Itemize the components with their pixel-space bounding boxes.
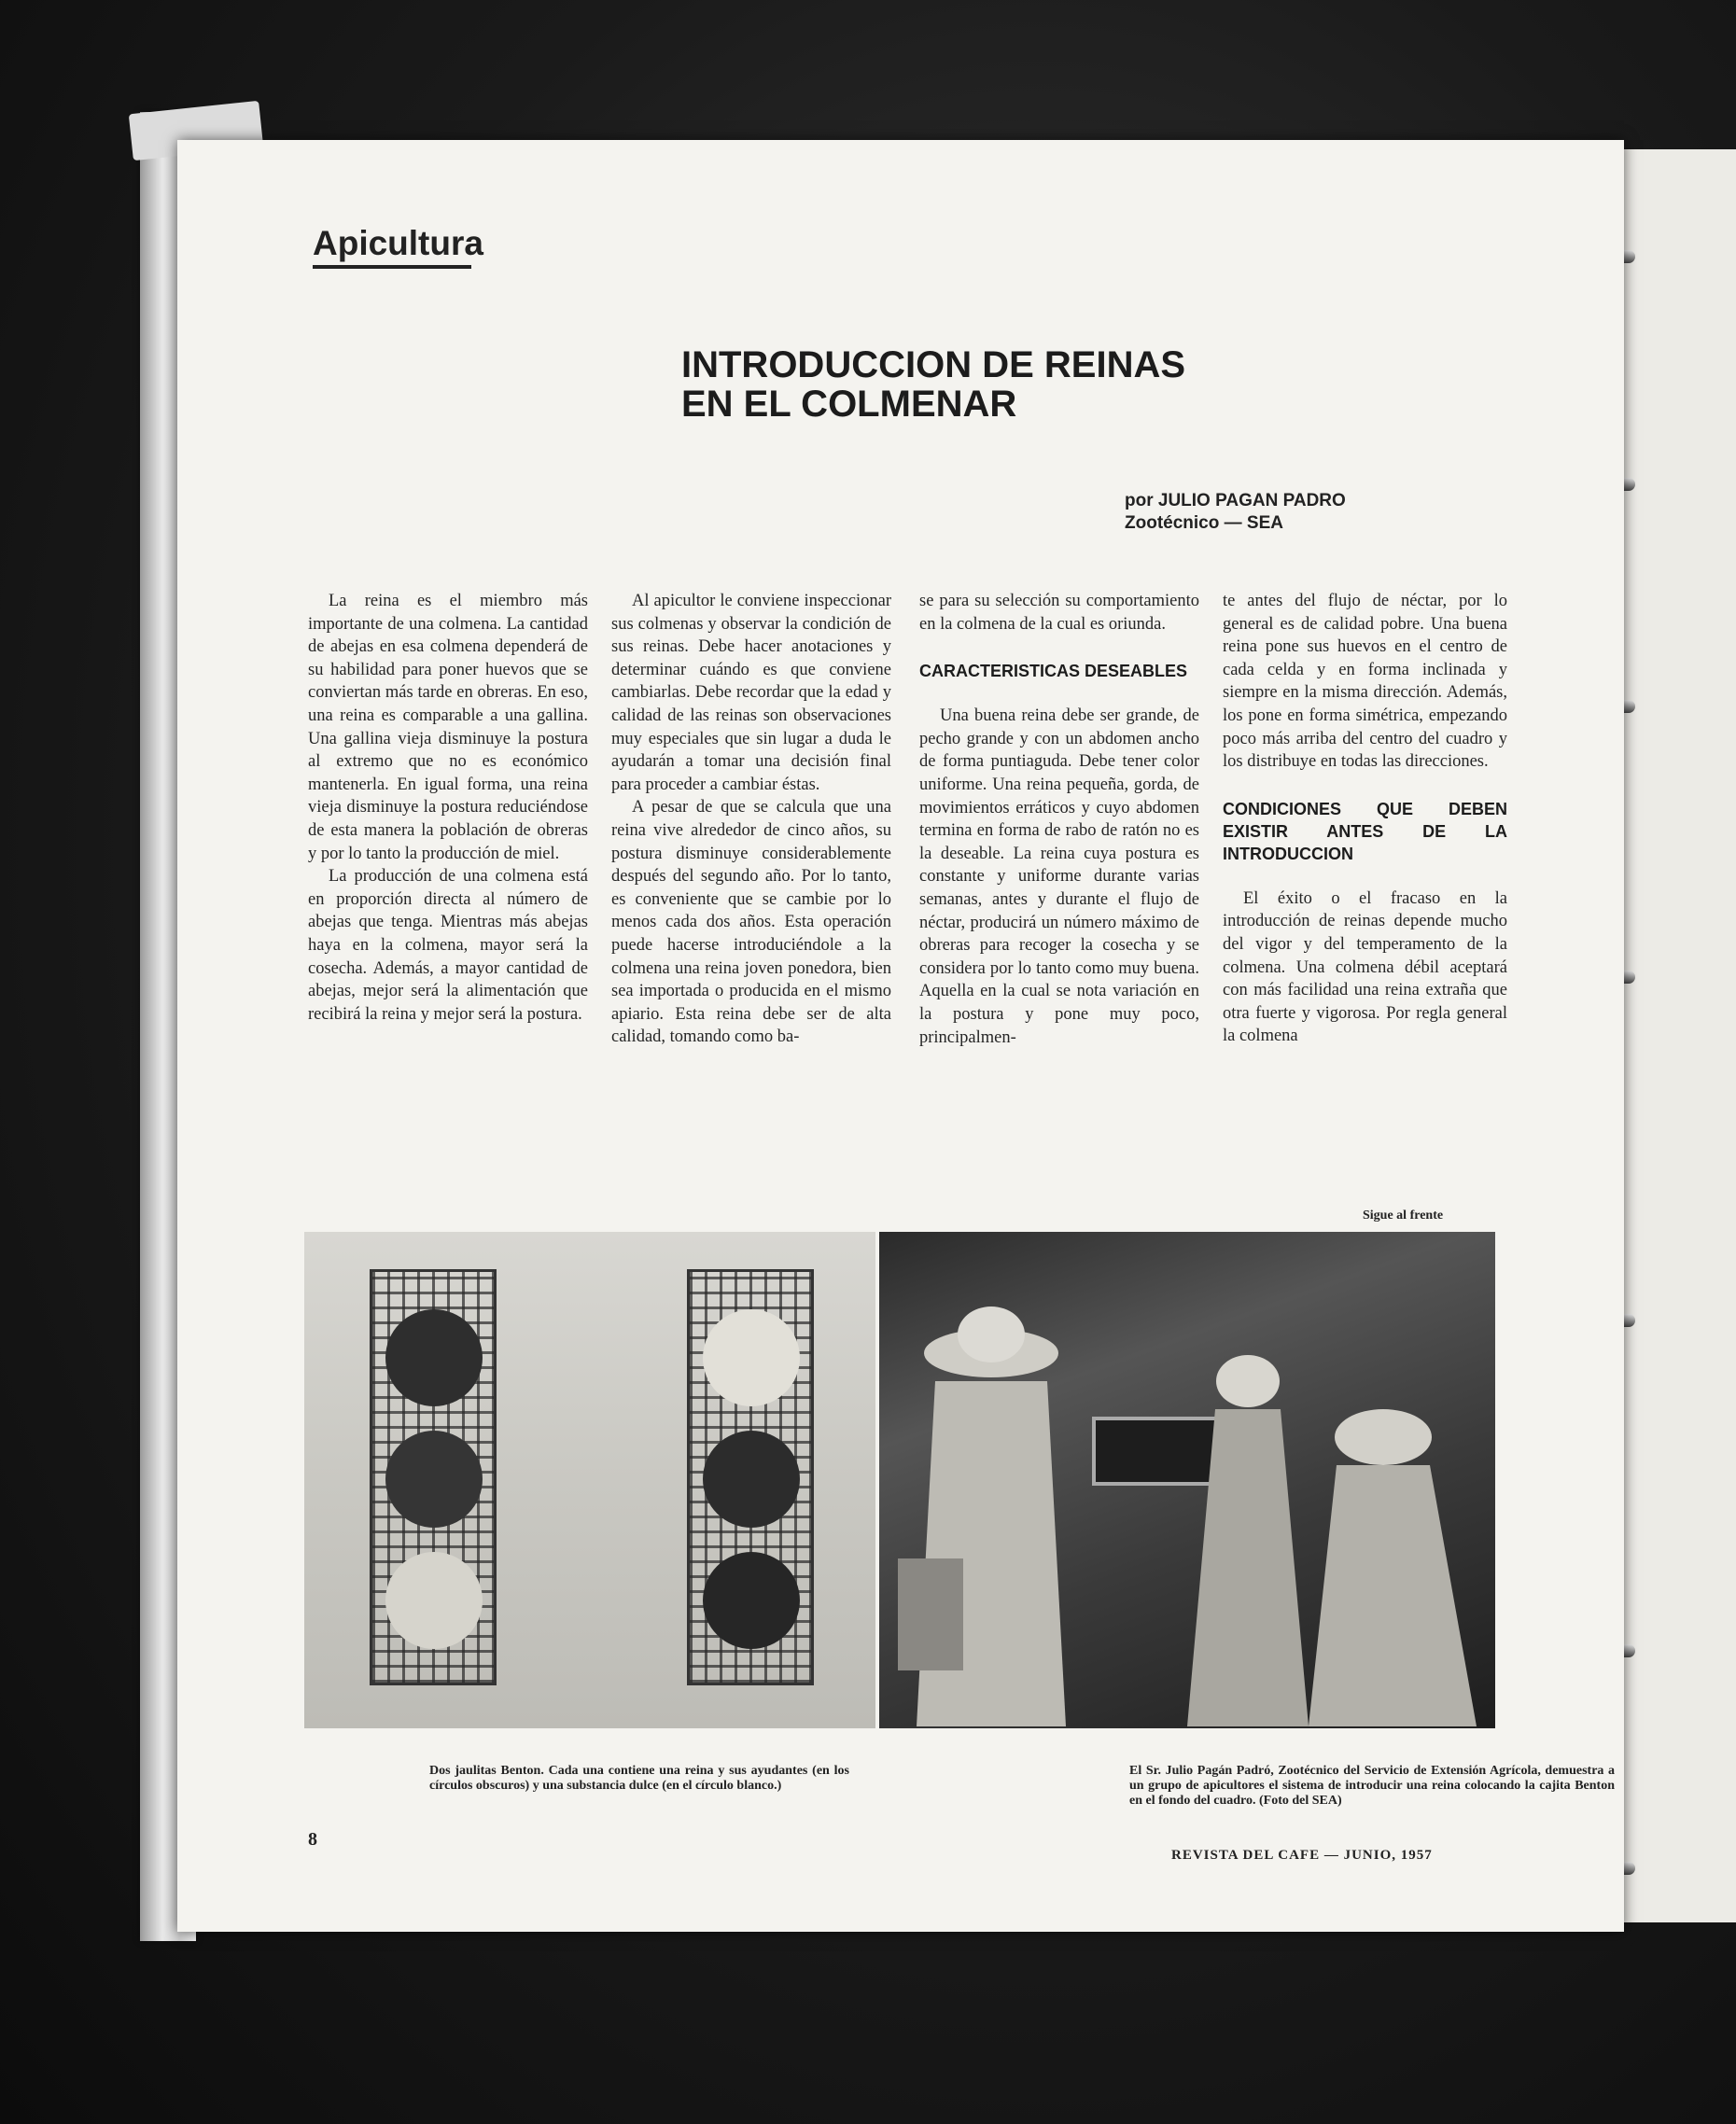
subheading-condiciones: CONDICIONES QUE DEBEN EXISTIR ANTES DE LA INTRODUCCION: [1223, 799, 1507, 863]
dark-circle: [385, 1431, 483, 1528]
caption-photo-1: Dos jaulitas Benton. Cada una contiene una reina y sus ayudantes (en los círculos obscuros) y una substancia dulce (en el círculo blanco.): [429, 1764, 849, 1793]
column-3: [919, 590, 1199, 1049]
title-line-2: EN EL COLMENAR: [681, 384, 1017, 425]
photo-beekeepers: [879, 1232, 1495, 1728]
section-header: Apicultura: [313, 224, 471, 269]
facing-page: [1615, 149, 1736, 1922]
byline-author: por JULIO PAGAN PADRO: [1125, 491, 1346, 510]
hat-crown: [958, 1307, 1025, 1362]
column-2: [611, 590, 891, 1049]
beekeepers-illustration: [879, 1232, 1495, 1728]
paragraph: se para su selección su comportamiento en la colmena de la cual es oriunda.: [919, 592, 1199, 634]
dark-circle: [703, 1552, 800, 1649]
paragraph: La producción de una colmena está en proporción directa al número de abejas que tenga. Mientras más abejas haya en la colmena, mayor será la cosecha. Además, a mayor cantidad de abejas, mejor será la alimentación que recibirá la reina y mejor será la postura.: [308, 867, 588, 1024]
dark-circle: [385, 1309, 483, 1406]
column-1: [308, 590, 588, 1026]
paragraph: te antes del flujo de néctar, por lo general es de calidad pobre. Una buena reina pone sus huevos en el centro de cada celda y en forma inclinada y siempre en la misma dirección. Además, los pone en forma simétrica, empezando poco más arriba del centro del cuadro y los distribuye en todas las direcciones.: [1223, 592, 1507, 772]
caption-photo-2: El Sr. Julio Pagán Padró, Zootécnico del Servicio de Extensión Agrícola, demuestra a un grupo de apicultores el sistema de introducir una reina colocando la cajita Benton en el fondo del cuadro. (Foto del SEA): [1129, 1764, 1615, 1808]
magazine-page: [177, 140, 1624, 1932]
byline-role: Zootécnico — SEA: [1125, 513, 1283, 533]
white-circle: [703, 1309, 800, 1406]
photo-benton-cages: [304, 1232, 875, 1728]
byline: [1125, 490, 1405, 535]
veil-hat: [1335, 1409, 1432, 1465]
paragraph: Al apicultor le conviene inspeccionar sus colmenas y observar la condición de sus reinas. Debe hacer anotaciones y determinar cuándo es que conviene cambiarlas. Debe recordar que la edad y calidad de las reinas son observaciones muy especiales que sin lugar a duda le ayudarán a tomar una decisión final para proceder a cambiar éstas.: [611, 592, 891, 794]
subheading-caracteristicas: CARACTERISTICAS DESEABLES: [919, 662, 1188, 681]
paragraph: A pesar de que se calcula que una reina vive alrededor de cinco años, su postura disminuye considerablemente después del segundo año. Por lo tanto, es conveniente que se cambie por lo menos cada dos años. Esta operación puede hacerse introduciéndole a la colmena una reina joven ponedora, bien sea importada o producida en el mismo apiario. Esta reina debe ser de alta calidad, tomando como ba-: [611, 798, 891, 1047]
column-4: [1223, 590, 1507, 1048]
dark-circle: [703, 1431, 800, 1528]
paragraph: La reina es el miembro más importante de una colmena. La cantidad de abejas en esa colmena dependerá de su habilidad para poner huevos que se conviertan más tarde en obreras. En eso, una reina es comparable a una gallina. Una gallina vieja disminuye la postura al extremo que no es económico mantenerla. En igual forma, una reina vieja disminuye la postura reduciéndose de esta manera la población de obreras y por lo tanto la producción de miel.: [308, 592, 588, 863]
benton-cage: [687, 1269, 814, 1685]
benton-cage: [370, 1269, 497, 1685]
page-number: 8: [308, 1829, 317, 1850]
beekeeper-coat: [917, 1381, 1066, 1726]
paragraph: El éxito o el fracaso en la introducción de reinas depende mucho del vigor y del temperamento de la colmena. Una colmena débil aceptará con más facilidad una reina extraña que otra fuerte y vigorosa. Por regla general la colmena: [1223, 888, 1507, 1046]
continued-note: Sigue al frente: [1363, 1209, 1444, 1223]
paragraph: Una buena reina debe ser grande, de pecho grande y con un abdomen ancho de forma puntiaguda. Debe tener color uniforme. Una reina pequeña, gorda, de movimientos erráticos y cuyo abdomen termina en forma de rabo de ratón no es la deseable. La reina cuya postura es constante y uniforme durante varias semanas, antes y durante el flujo de néctar, producirá un número máximo de obreras para recoger la cosecha y se considera por lo tanto como muy buena. Aquella en la cual se nota variación en la postura y pone muy poco, principalmen-: [919, 706, 1199, 1047]
footer-publication: REVISTA DEL CAFE — JUNIO, 1957: [1171, 1848, 1433, 1863]
title-line-1: INTRODUCCION DE REINAS: [681, 344, 1186, 385]
white-circle: [385, 1552, 483, 1649]
veil-hat: [1216, 1355, 1280, 1407]
article-title: [681, 345, 1335, 424]
beekeeper-coat: [1309, 1465, 1477, 1726]
hive-box: [898, 1558, 963, 1670]
